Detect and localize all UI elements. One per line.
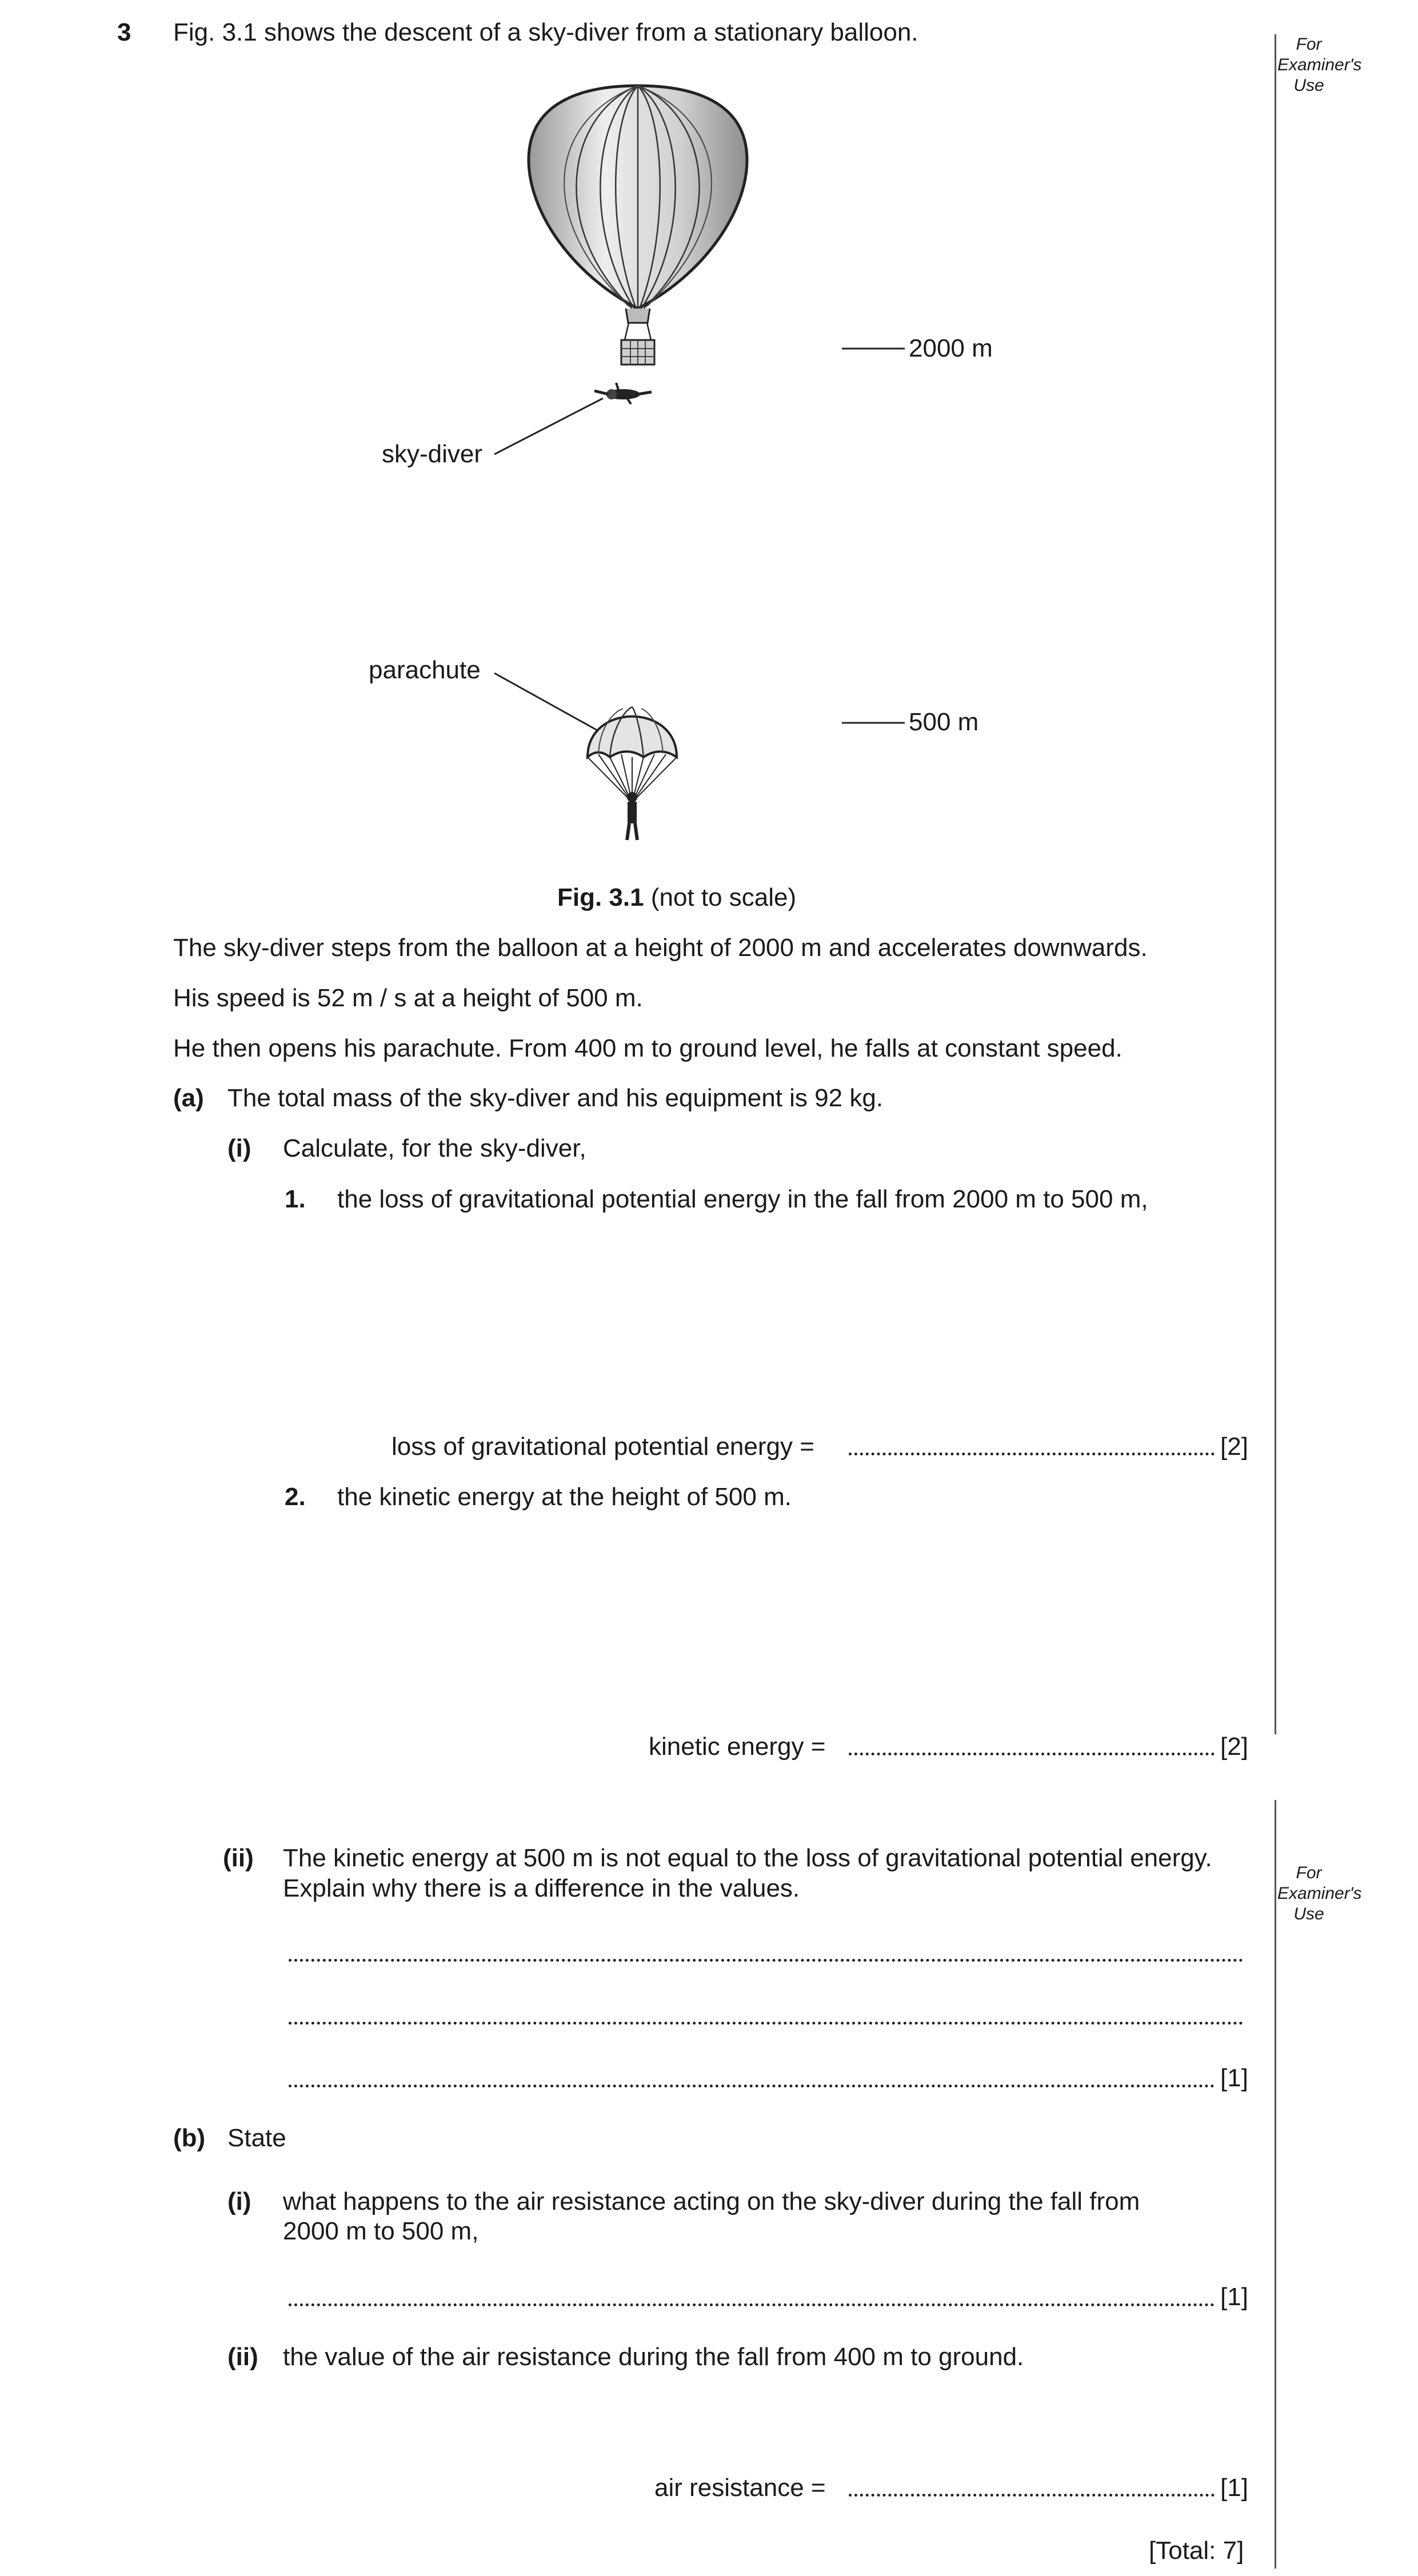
stem-line-2: His speed is 52 m / s at a height of 500 m. — [173, 984, 643, 1012]
figure-caption-number: Fig. 3.1 — [557, 883, 644, 911]
examiner-use-label-2: For Examiner's Use — [1277, 1863, 1362, 1923]
balloon-icon — [529, 86, 747, 365]
ke-marks: [2] — [1220, 1733, 1248, 1761]
part-a-ii-label: (ii) — [223, 1844, 254, 1872]
height-2000-label: 2000 m — [909, 334, 993, 362]
question-number: 3 — [117, 18, 131, 46]
skydiver-icon — [594, 383, 652, 404]
gpe-marks: [2] — [1220, 1433, 1248, 1461]
part-a-ii-answer-line-3[interactable] — [289, 2082, 1215, 2087]
part-a-ii-text-2: Explain why there is a difference in the values. — [283, 1874, 800, 1902]
part-b-label: (b) — [173, 2124, 206, 2152]
skydiver-leader-line — [494, 398, 603, 454]
part-a-ii-text-1: The kinetic energy at 500 m is not equal to the loss of gravitational potential energy. — [283, 1844, 1212, 1872]
parachute-icon — [588, 707, 677, 840]
part-b-i-text-1: what happens to the air resistance acting on the sky-diver during the fall from — [283, 2187, 1140, 2215]
part-b-ii-marks: [1] — [1220, 2474, 1248, 2502]
stem-line-3: He then opens his parachute. From 400 m to ground level, he falls at constant speed. — [173, 1034, 1123, 1062]
part-a-i-2-text: the kinetic energy at the height of 500 m. — [337, 1483, 792, 1511]
part-a-i-2-label: 2. — [285, 1483, 306, 1511]
part-b-i-marks: [1] — [1220, 2283, 1248, 2311]
height-500-label: 500 m — [909, 708, 979, 736]
parachute-label: parachute — [369, 656, 481, 684]
part-a-i-1-label: 1. — [285, 1185, 306, 1213]
gpe-answer-label: loss of gravitational potential energy = — [392, 1433, 814, 1461]
ke-answer-label: kinetic energy = — [649, 1733, 826, 1761]
part-b-i-label: (i) — [227, 2187, 251, 2215]
part-b-ii-label: (ii) — [227, 2343, 258, 2371]
part-b-text: State — [227, 2124, 286, 2152]
examiner-margin-line-2 — [1275, 1800, 1276, 2569]
ke-answer-line[interactable] — [849, 1750, 1215, 1755]
part-a-ii-marks: [1] — [1220, 2064, 1248, 2092]
part-b-i-answer-line[interactable] — [289, 2301, 1215, 2306]
part-a-i-1-text: the loss of gravitational potential energy in the fall from 2000 m to 500 m, — [337, 1185, 1148, 1213]
total-marks: [Total: 7] — [1149, 2537, 1244, 2565]
gpe-answer-line[interactable] — [849, 1450, 1215, 1455]
part-a-i-text: Calculate, for the sky-diver, — [283, 1134, 586, 1162]
figure-caption-note: (not to scale) — [650, 883, 797, 911]
skydiver-label: sky-diver — [382, 440, 483, 468]
air-resistance-answer-label: air resistance = — [654, 2474, 826, 2502]
part-a-i-label: (i) — [227, 1134, 251, 1162]
part-b-i-text-2: 2000 m to 500 m, — [283, 2217, 479, 2245]
figure-3-1 — [0, 0, 1418, 857]
figure-caption — [557, 882, 796, 913]
air-resistance-answer-line[interactable] — [849, 2491, 1215, 2497]
part-a-text: The total mass of the sky-diver and his equipment is 92 kg. — [227, 1084, 884, 1112]
parachute-leader-line — [494, 673, 597, 730]
examiner-use-label-1: For Examiner's Use — [1277, 35, 1362, 95]
part-a-ii-answer-line-1[interactable] — [289, 1957, 1243, 1962]
part-b-ii-text: the value of the air resistance during the fall from 400 m to ground. — [283, 2343, 1024, 2371]
part-a-label: (a) — [173, 1084, 204, 1112]
part-a-ii-answer-line-2[interactable] — [289, 2019, 1243, 2025]
question-intro: Fig. 3.1 shows the descent of a sky-diver from a stationary balloon. — [173, 18, 918, 46]
stem-line-1: The sky-diver steps from the balloon at a height of 2000 m and accelerates downwards. — [173, 934, 1148, 962]
